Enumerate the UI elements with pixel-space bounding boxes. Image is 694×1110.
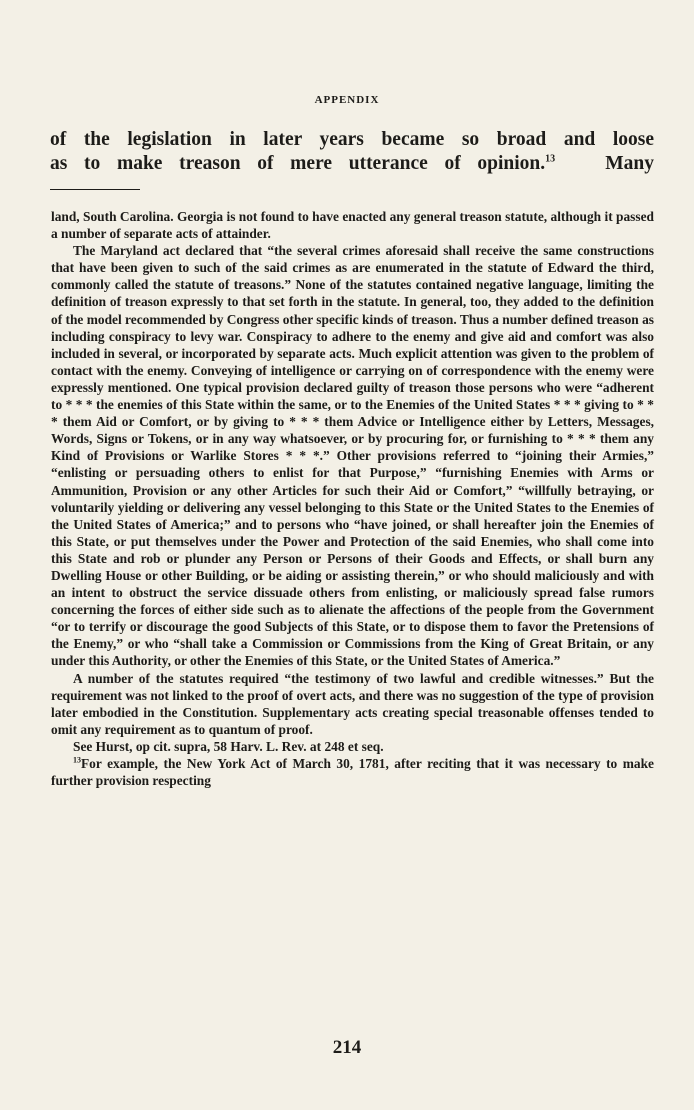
body-text	[50, 128, 654, 176]
footnote-reference: 13	[545, 153, 556, 165]
footnote-paragraph-maryland: The Maryland act declared that “the several crimes aforesaid shall receive the same constructions that have been given to such of the said crimes as are enumerated in the statute of Edward the third, commonly called the statute of treasons.” None of the statutes contained negative language, limiting the definition of treason expressly to that set forth in the statute. In general, too, they added to the definition of the model recommended by Congress other specific kinds of treason. Thus a number defined treason as including conspiracy to levy war. Conspiracy to adhere to the enemy and give aid and comfort was also included in several, or incorporated by separate acts. Much explicit attention was given to the problem of contact with the enemy. Conveying of intelligence or carrying on of correspondence with the enemy were expressly mentioned. One typical provision declared guilty of treason those persons who were “adherent to * * * the enemies of this State within the same, or to the Enemies of the United States * * * giving to * * * them Aid or Comfort, or by giving to * * * them Advice or Intelligence either by Letters, Messages, Words, Signs or Tokens, or in any way whatsoever, or by procuring for, or furnishing to * * * them any Kind of Provisions or Warlike Stores * * *.” Other provisions referred to “joining their Armies,” “enlisting or persuading others to enlist for that Purpose,” “furnishing Enemies with Arms or Ammunition, Provision or any other Articles for such their Aid or Comfort,” “willfully betraying, or voluntarily yielding or delivering any vessel belonging to this State or the United States to the Enemies of the United States of America;” and to persons who “have joined, or shall hereafter join the Enemies of this State, or put themselves under the Power and Protection of the said Enemies, who shall come into this State and rob or plunder any Person or Persons of their Goods and Effects, or shall burn any Dwelling House or other Building, or be aiding or assisting therein,” or who should maliciously and with an intent to obstruct the service dissuade others from enlisting, or maliciously spread false rumors concerning the forces of either side such as to alienate the affections of the people from the Government “or to terrify or discourage the good Subjects of this State, or to dispose them to favor the Pretensions of the Enemy,” or who “shall take a Commission or Commissions from the King of Great Britain, or any under this Authority, or other the Enemies of this State, or the United States of America.”	[51, 243, 654, 669]
body-line-2-text: as to make treason of mere utterance of opinion.	[50, 153, 546, 174]
footnotes	[51, 208, 654, 789]
footnote-13-number: 13	[73, 755, 81, 765]
running-head: APPENDIX	[314, 94, 380, 106]
footnote-13-text: For example, the New York Act of March 30, 1781, after reciting that it was necessary to make further provision respecting	[51, 756, 654, 789]
body-line-1: of the legislation in later years became so broad and loose	[50, 129, 654, 150]
page-number: 214	[332, 1037, 362, 1058]
footnote-paragraph-witnesses: A number of the statutes required “the testimony of two lawful and credible witnesses.” But the requirement was not linked to the proof of overt acts, and there was no suggestion of the type of provision later embodied in the Constitution. Supplementary acts creating special treasonable offenses tended to omit any requirement as to quantum of proof.	[51, 670, 654, 737]
footnote-continuation: land, South Carolina. Georgia is not found to have enacted any general treason statute, although it passed a number of separate acts of attainder.	[51, 209, 654, 242]
body-line-2-tail: Many	[605, 153, 654, 174]
footnote-paragraph-citation: See Hurst, op cit. supra, 58 Harv. L. Rev. at 248 et seq.	[73, 738, 384, 754]
body-line-2	[50, 152, 654, 176]
footnote-separator	[50, 189, 140, 190]
footnote-13	[51, 755, 654, 789]
